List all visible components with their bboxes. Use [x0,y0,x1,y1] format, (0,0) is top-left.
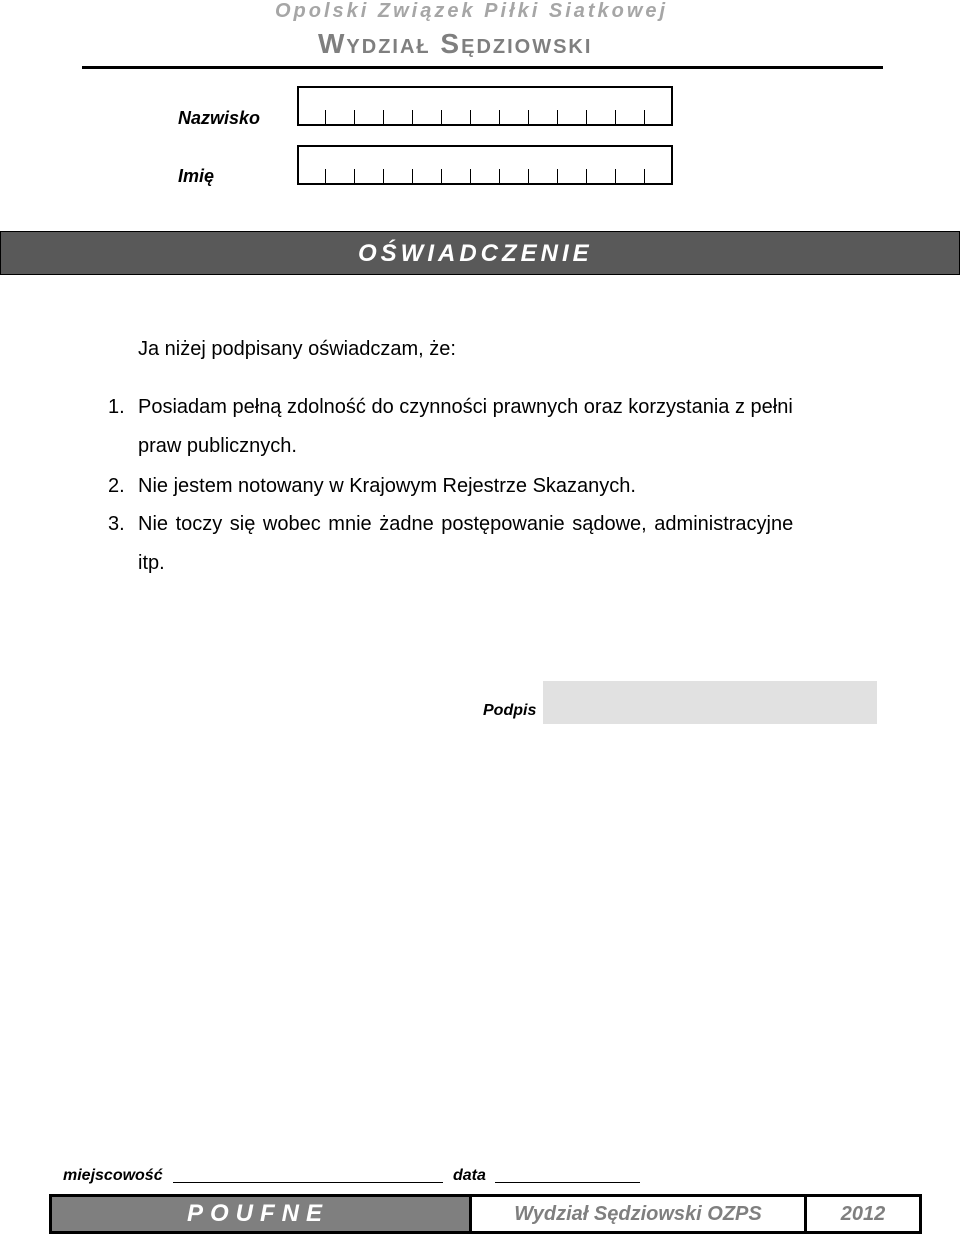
header-divider [82,66,883,69]
firstname-input[interactable] [297,145,673,185]
date-label: data [453,1167,486,1184]
firstname-label: Imię [178,166,215,186]
footer-bar [49,1194,922,1234]
place-field[interactable] [173,1182,443,1183]
signature-label: Podpis [483,702,537,719]
statement-intro: Ja niżej podpisany oświadczam, że: [138,338,456,360]
item-1-line-2: praw publicznych. [138,435,297,457]
year-label: 2012 [840,1202,886,1225]
confidential-label: POUFNE [52,1197,472,1231]
surname-input[interactable] [297,86,673,126]
issuer-label: Wydział Sędziowski OZPS [472,1197,807,1231]
item-1-line-1: Posiadam pełną zdolność do czynności prawnych oraz korzystania z pełni [138,396,793,418]
signature-field[interactable] [543,681,877,724]
item-2-line-1: Nie jestem notowany w Krajowym Rejestrze Skazanych. [138,475,636,497]
statement-title: OŚWIADCZENIE [358,240,593,267]
organization-name: Opolski Związek Piłki Siatkowej [275,0,669,22]
item-3-line-2: itp. [138,552,165,574]
place-label: miejscowość [63,1167,163,1184]
item-number-3: 3. [108,513,125,535]
item-3-line-1: Nie toczy się wobec mnie żadne postępowanie sądowe, administracyjne [138,513,794,535]
surname-label: Nazwisko [178,108,261,128]
item-number-2: 2. [108,475,125,497]
department-name: Wydział Sędziowski [318,28,593,59]
item-number-1: 1. [108,396,125,418]
date-field[interactable] [495,1182,640,1183]
